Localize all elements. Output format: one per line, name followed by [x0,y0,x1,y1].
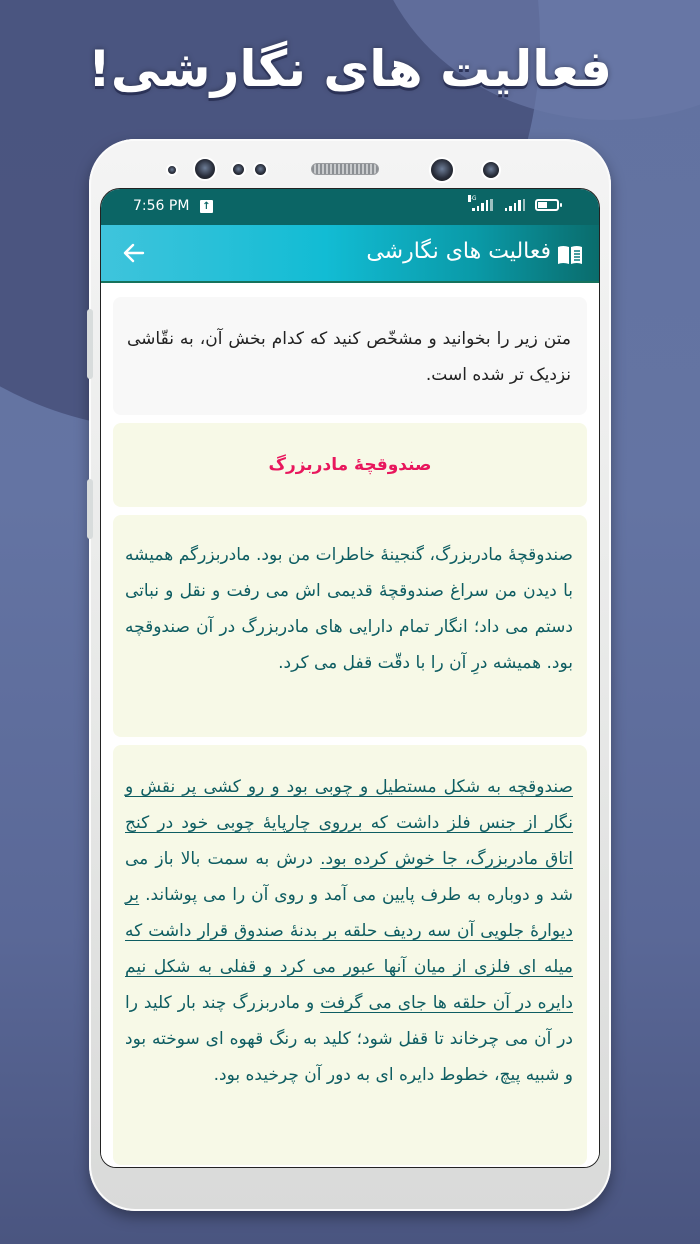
status-time: 7:56 PM [133,198,190,214]
side-button [87,309,93,379]
status-bar [101,189,599,225]
paragraph-card: صندوقچهٔ مادربزرگ، گنجینهٔ خاطرات من بود. مادربزرگم همیشه با دیدن من سراغ صندوقچهٔ قدیمی اش می رفت و نقل و نباتی دستم می داد؛ انگار تمام دارایی های مادربزرگ در آن صندوقچه بود. همیشه درِ آن را با دقّت قفل می کرد. [113,515,587,737]
phone-screen [100,188,600,1168]
content-area[interactable] [101,283,599,1168]
story-title-card [113,423,587,507]
phone-frame [89,139,611,1211]
status-icons [466,195,559,211]
earpiece-speaker [311,163,379,175]
sensor-icon [166,164,178,176]
signal-icon [466,195,493,211]
upload-icon: ↑ [200,200,213,213]
story-title: صندوقچهٔ مادربزرگ [268,455,432,475]
underlined-text: بر دیوارهٔ جلویی آن سه ردیف حلقه بر بدنهٔ صندوق قرار داشت که میله ای فلزی از میان آنها عبور می کرد و قفلی به شکل نیم دایره در آن حلقه ها جای می گرفت [125,885,573,1013]
sensor-icon [231,162,246,177]
camera-icon [429,157,455,183]
arrow-left-icon [123,243,145,263]
sensor-icon [481,160,501,180]
back-button[interactable] [117,237,151,271]
sensor-icon [253,162,268,177]
paragraph-text: و مادربزرگ چند بار کلید را در آن می چرخاند تا قفل شود؛ کلید به رنگ قهوه ای سوخته بود و شبیه پیچ، خطوط دایره ای به دور آن چرخیده بود. [125,993,573,1085]
underlined-text: صندوقچه به شکل مستطیل و چوبی بود و رو کشی پر نقش و نگار از جنس فلز داشت که برروی چارپایهٔ چوبی خود در کنج اتاق مادربزرگ، جا خوش کرده بود. [125,777,573,869]
battery-icon [535,199,559,211]
network-type-label: 4G [468,195,477,202]
front-camera-icon [193,157,217,181]
promo-headline: فعالیت های نگارشی! [88,40,612,98]
app-bar [101,225,599,283]
side-button [87,479,93,539]
paragraph-card [113,745,587,1165]
book-icon [557,245,583,265]
paragraph-text: درش به سمت بالا باز می شد و دوباره به طرف پایین می آمد و روی آن را می پوشاند. [125,849,573,905]
signal-icon [499,199,526,211]
instruction-card: متن زیر را بخوانید و مشخّص کنید که کدام بخش آن، به نقّاشی نزدیک تر شده است. [113,297,587,415]
app-title: فعالیت های نگارشی [366,239,551,264]
